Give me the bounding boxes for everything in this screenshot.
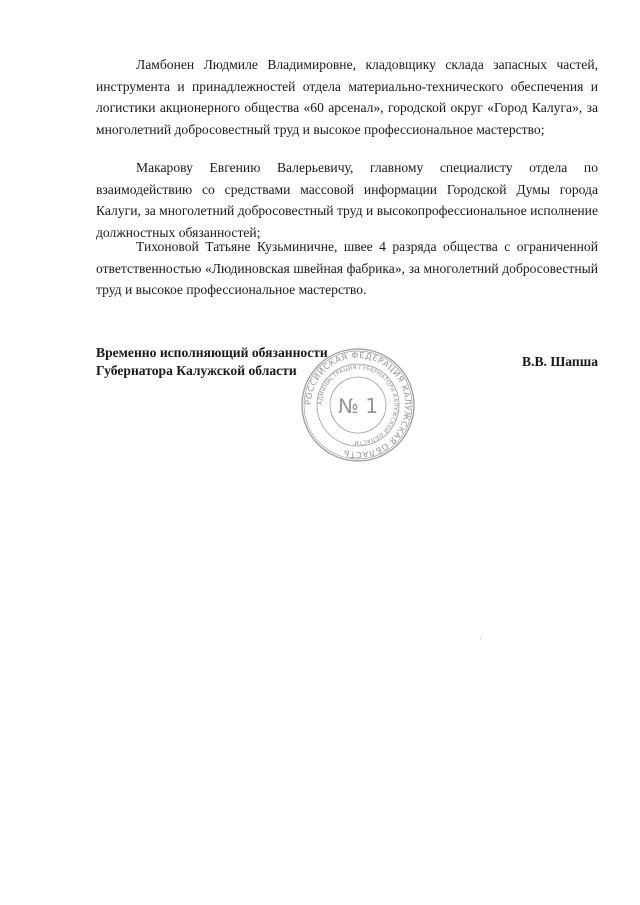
award-paragraph-makarov: Макарову Евгению Валерьевичу, главному специалисту отдела по взаимодействию со средствами массовой информации Городской Думы города Калуги, за многолетний добросовестный труд и высокопрофессиональное исполнение должностных обязанностей; bbox=[96, 160, 598, 240]
signatory-position-line2: Губернатора Калужской области bbox=[96, 363, 297, 378]
signatory-position bbox=[96, 344, 328, 380]
official-seal bbox=[300, 347, 416, 463]
seal-number: № 1 bbox=[338, 394, 378, 418]
seal-outer-text: РОССИЙСКАЯ ФЕДЕРАЦИЯ КАЛУЖСКАЯ ОБЛАСТЬ bbox=[302, 349, 414, 461]
seal-inner-text: АДМИНИСТРАЦИЯ ГУБЕРНАТОРА КАЛУЖСКОЙ ОБЛАСТИ bbox=[317, 364, 399, 446]
signatory-position-line1: Временно исполняющий обязанности bbox=[96, 345, 328, 360]
award-paragraph-lambonen: Ламбонен Людмиле Владимировне, кладовщику склада запасных частей, инструмента и принадлежностей отдела материально-технического обеспечения и логистики акционерного общества «60 арсенал», городской округ «Город Калуга», за многолетний добросовестный труд и высокое профессиональное мастерство; bbox=[96, 57, 598, 137]
scan-artifact bbox=[480, 638, 481, 639]
signatory-name: В.В. Шапша bbox=[522, 354, 598, 369]
award-paragraph-tikhonova: Тихоновой Татьяне Кузьминичне, швее 4 разряда общества с ограниченной ответственностью «Людиновская швейная фабрика», за многолетний добросовестный труд и высокое профессиональное мастерство. bbox=[96, 239, 598, 297]
